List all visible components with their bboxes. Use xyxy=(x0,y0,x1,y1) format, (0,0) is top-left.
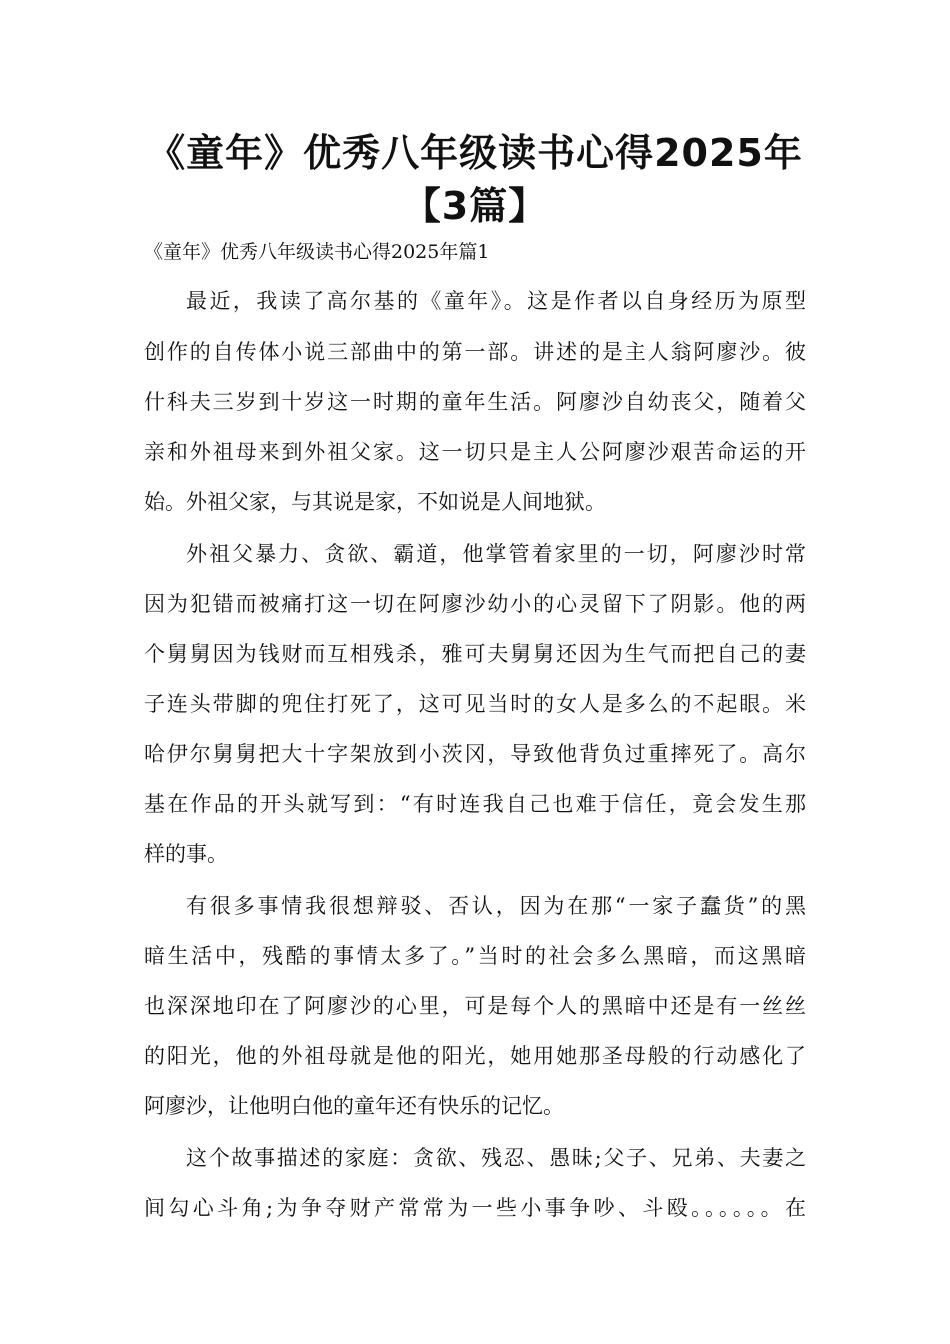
body-line: 创作的自传体小说三部曲中的第一部。讲述的是主人翁阿廖沙。彼 xyxy=(144,340,806,364)
body-line: 子连头带脚的兜住打死了，这可见当时的女人是多么的不起眼。米 xyxy=(144,692,806,716)
body-line: 阿廖沙，让他明白他的童年还有快乐的记忆。 xyxy=(144,1094,564,1118)
body-line: 个舅舅因为钱财而互相残杀，雅可夫舅舅还因为生气而把自己的妻 xyxy=(144,642,806,666)
body-line: 暗生活中，残酷的事情太多了。”当时的社会多么黑暗，而这黑暗 xyxy=(144,944,806,968)
body-line: 的阳光，他的外祖母就是他的阳光，她用她那圣母般的行动感化了 xyxy=(144,1044,806,1068)
body-line: 间勾心斗角;为争夺财产常常为一些小事争吵、斗殴。。。。。。在 xyxy=(144,1196,806,1220)
section-heading: 《童年》优秀八年级读书心得2025年篇1 xyxy=(144,241,490,263)
body-line: 亲和外祖母来到外祖父家。这一切只是主人公阿廖沙艰苦命运的开 xyxy=(144,440,806,464)
document-title-line-2: 【3篇】 xyxy=(402,184,548,228)
body-line: 有很多事情我很想辩驳、否认，因为在那“一家子蠢货”的黑 xyxy=(186,894,806,918)
document-title-line-1: 《童年》优秀八年级读书心得2025年 xyxy=(147,131,803,175)
body-line: 这个故事描述的家庭：贪欲、残忍、愚昧;父子、兄弟、夫妻之 xyxy=(186,1146,806,1170)
body-line: 什科夫三岁到十岁这一时期的童年生活。阿廖沙自幼丧父，随着父 xyxy=(144,390,806,414)
body-line: 始。外祖父家，与其说是家，不如说是人间地狱。 xyxy=(144,490,606,514)
body-line: 外祖父暴力、贪欲、霸道，他掌管着家里的一切，阿廖沙时常 xyxy=(186,542,806,566)
body-line: 基在作品的开头就写到：“有时连我自己也难于信任，竟会发生那 xyxy=(144,792,806,816)
body-line: 也深深地印在了阿廖沙的心里，可是每个人的黑暗中还是有一丝丝 xyxy=(144,994,806,1018)
body-line: 样的事。 xyxy=(144,842,228,866)
body-line: 最近，我读了高尔基的《童年》。这是作者以自身经历为原型 xyxy=(186,289,806,313)
body-line: 因为犯错而被痛打这一切在阿廖沙幼小的心灵留下了阴影。他的两 xyxy=(144,592,806,616)
body-line: 哈伊尔舅舅把大十字架放到小茨冈，导致他背负过重摔死了。高尔 xyxy=(144,742,806,766)
